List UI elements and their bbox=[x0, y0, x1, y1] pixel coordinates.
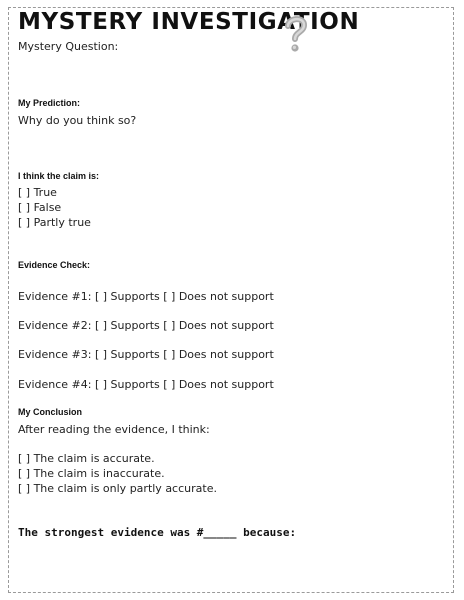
evidence-item-1[interactable]: Evidence #1: [ ] Supports [ ] Does not support bbox=[18, 290, 274, 303]
claim-heading: I think the claim is: bbox=[18, 171, 100, 181]
evidence-heading: Evidence Check: bbox=[18, 260, 91, 270]
claim-option-false[interactable]: [ ] False bbox=[18, 201, 62, 214]
claim-option-true[interactable]: [ ] True bbox=[18, 186, 57, 199]
question-mark-icon bbox=[280, 14, 310, 54]
prediction-prompt: Why do you think so? bbox=[18, 114, 137, 127]
conclusion-option-inaccurate[interactable]: [ ] The claim is inaccurate. bbox=[18, 467, 165, 480]
conclusion-option-partly[interactable]: [ ] The claim is only partly accurate. bbox=[18, 482, 217, 495]
claim-option-partly[interactable]: [ ] Partly true bbox=[18, 216, 91, 229]
strongest-evidence-prompt: The strongest evidence was #_____ because: bbox=[18, 526, 297, 539]
page-title: MYSTERY INVESTIGATION bbox=[18, 9, 360, 35]
evidence-item-3[interactable]: Evidence #3: [ ] Supports [ ] Does not support bbox=[18, 348, 274, 361]
conclusion-heading: My Conclusion bbox=[18, 407, 83, 417]
evidence-item-4[interactable]: Evidence #4: [ ] Supports [ ] Does not support bbox=[18, 378, 274, 391]
evidence-item-2[interactable]: Evidence #2: [ ] Supports [ ] Does not support bbox=[18, 319, 274, 332]
conclusion-prompt: After reading the evidence, I think: bbox=[18, 423, 210, 436]
prediction-heading: My Prediction: bbox=[18, 98, 81, 108]
mystery-question-label: Mystery Question: bbox=[18, 40, 119, 53]
conclusion-option-accurate[interactable]: [ ] The claim is accurate. bbox=[18, 452, 155, 465]
